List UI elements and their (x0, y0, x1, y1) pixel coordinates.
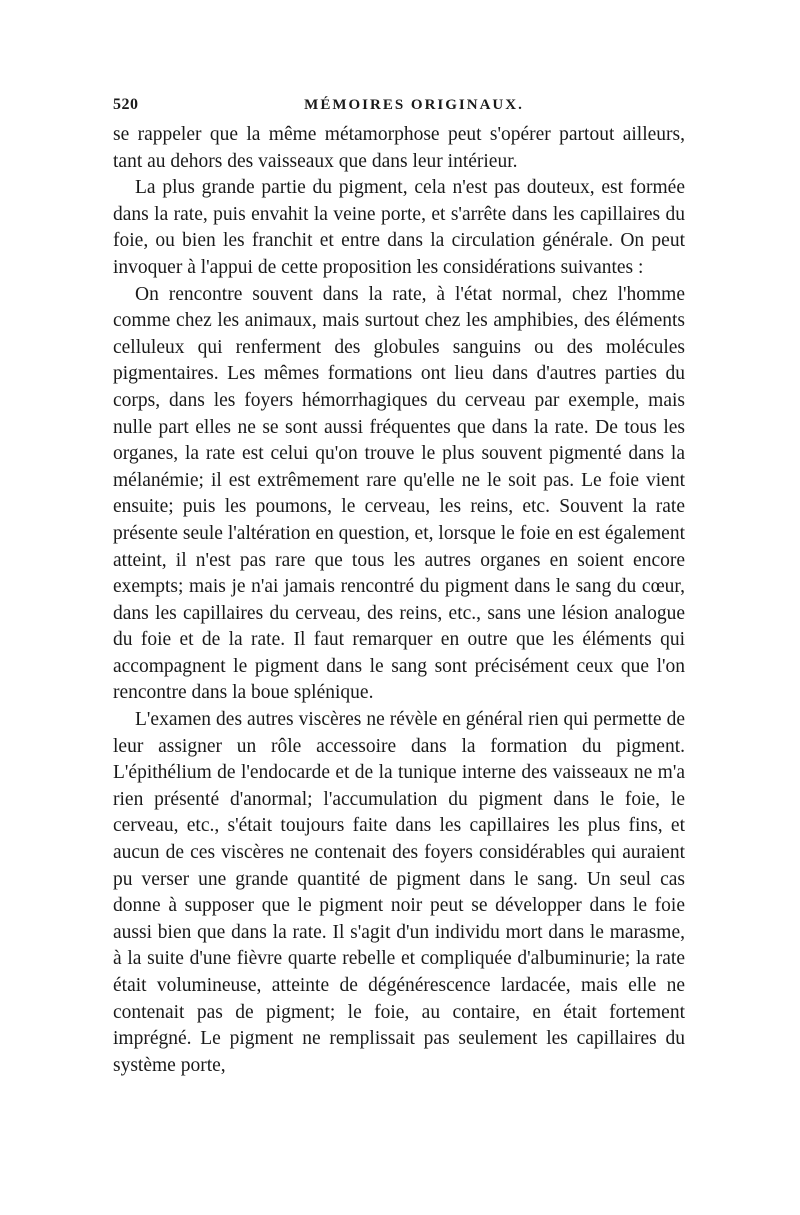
page-number: 520 (113, 96, 139, 113)
paragraph-spleen-observations: On rencontre souvent dans la rate, à l'état normal, chez l'homme comme chez les animaux, mais surtout chez les amphibies, des éléments celluleux qui renferment des globules sanguins ou des molécules pigmentaires. Les mêmes formations ont lieu dans d'autres parties du corps, dans les foyers hémorrhagiques du cerveau par exemple, mais nulle part elles ne se sont aussi fréquentes que dans la rate. De tous les organes, la rate est celui qu'on trouve le plus souvent pigmenté dans la mélanémie; il est extrêmement rare qu'elle ne le soit pas. Le foie vient ensuite; puis les poumons, le cerveau, les reins, etc. Souvent la rate présente seule l'altération en question, et, lorsque le foie en est également atteint, il n'est pas rare que tous les autres organes en soient encore exempts; mais je n'ai jamais rencontré du pigment dans le sang du cœur, dans les capillaires du cerveau, des reins, etc., sans une lésion analogue du foie et de la rate. Il faut remarquer en outre que les éléments qui accompagnent le pigment dans le sang sont précisément ceux que l'on rencontre dans la boue splénique. (113, 283, 685, 704)
running-head (113, 92, 685, 118)
paragraph-continuation: se rappeler que la même métamorphose peut s'opérer partout ailleurs, tant au dehors des vaisseaux que dans leur intérieur. (113, 124, 685, 172)
paragraph-pigment-origin: La plus grande partie du pigment, cela n'est pas douteux, est formée dans la rate, puis envahit la veine porte, et s'arrête dans les capillaires du foie, ou bien les franchit et entre dans la circulation générale. On peut invoquer à l'appui de cette proposition les considérations suivantes : (113, 177, 685, 278)
paragraph-other-viscera: L'examen des autres viscères ne révèle en général rien qui permette de leur assigner un rôle accessoire dans la formation du pigment. L'épithélium de l'endocarde et de la tunique interne des vaisseaux ne m'a rien présenté d'anormal; l'accumulation du pigment dans le foie, le cerveau, etc., s'était toujours faite dans les capillaires les plus fins, et aucun de ces viscères ne contenait des foyers considérables qui auraient pu verser une grande quantité de pigment dans le sang. Un seul cas donne à supposer que le pigment noir peut se développer dans le foie aussi bien que dans la rate. Il s'agit d'un individu mort dans le marasme, à la suite d'une fièvre quarte rebelle et compliquée d'albuminurie; la rate était volumineuse, atteinte de dégénérescence lardacée, mais elle ne contenait pas de pigment; le foie, au contaire, en était fortement imprégné. Le pigment ne remplissait pas seulement les capillaires du système porte, (113, 709, 685, 1076)
running-title: MÉMOIRES ORIGINAUX. (304, 97, 524, 113)
body-text (113, 122, 685, 1079)
book-page (113, 92, 685, 1079)
